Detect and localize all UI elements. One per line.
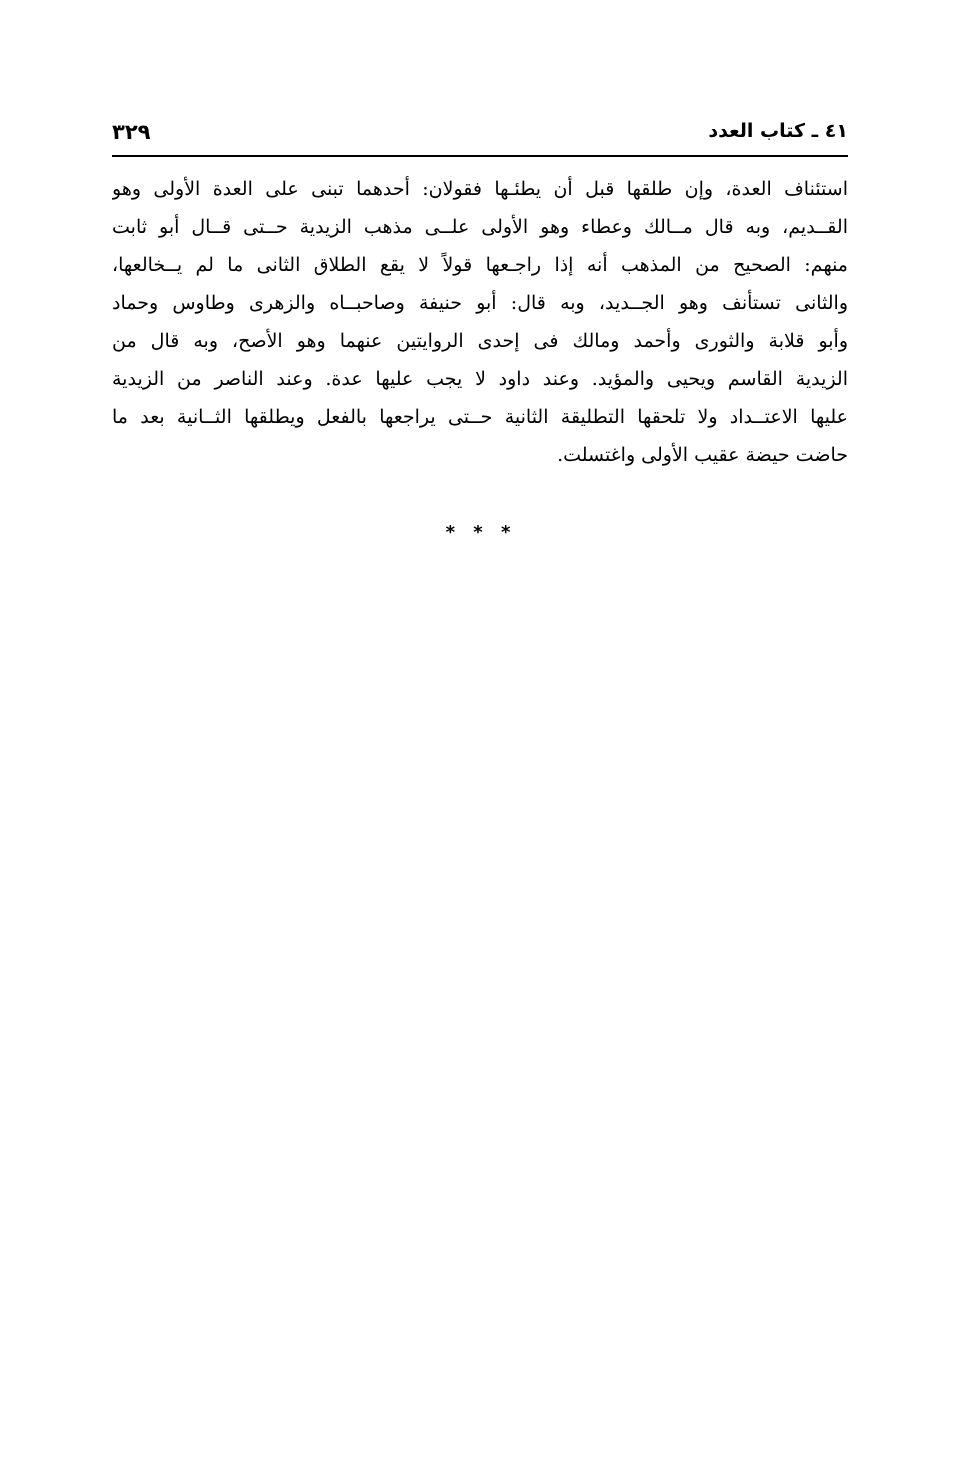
header-rule (112, 155, 848, 157)
page-header (112, 118, 848, 152)
text-line: منهم: الصحيح من المذهب أنه إذا راجـعها قولاً لا يقع الطلاق الثانى ما لم يــخالعها، (112, 254, 848, 276)
text-line: استئناف العدة، وإن طلقها قبل أن يطئـها فقولان: أحدهما تبنى على العدة الأولى وهو (112, 178, 848, 200)
text-line: الزيدية القاسم ويحيى والمؤيد. وعند داود لا يجب عليها عدة. وعند الناصر من الزيدية (112, 368, 848, 390)
page-number: ٣٢٩ (112, 120, 151, 144)
text-line: وأبو قلابة والثورى وأحمد ومالك فى إحدى الروايتين عنهما وهو الأصح، وبه قال من (112, 330, 848, 352)
chapter-title: ٤١ ـ كتاب العدد (708, 120, 848, 142)
text-line: عليها الاعتــداد ولا تلحقها التطليقة الثانية حــتى يراجعها بالفعل ويطلقها الثــانية بعد ما (112, 406, 848, 428)
text-line: القــديم، وبه قال مــالك وعطاء وهو الأولى علــى مذهب الزيدية حــتى قــال أبو ثابت (112, 216, 848, 238)
text-line: حاضت حيضة عقيب الأولى واغتسلت. (557, 444, 848, 466)
text-line: والثانى تستأنف وهو الجــديد، وبه قال: أبو حنيفة وصاحبــاه والزهرى وطاوس وحماد (112, 292, 848, 314)
section-separator: * * * (445, 522, 517, 543)
body-text (112, 170, 848, 474)
